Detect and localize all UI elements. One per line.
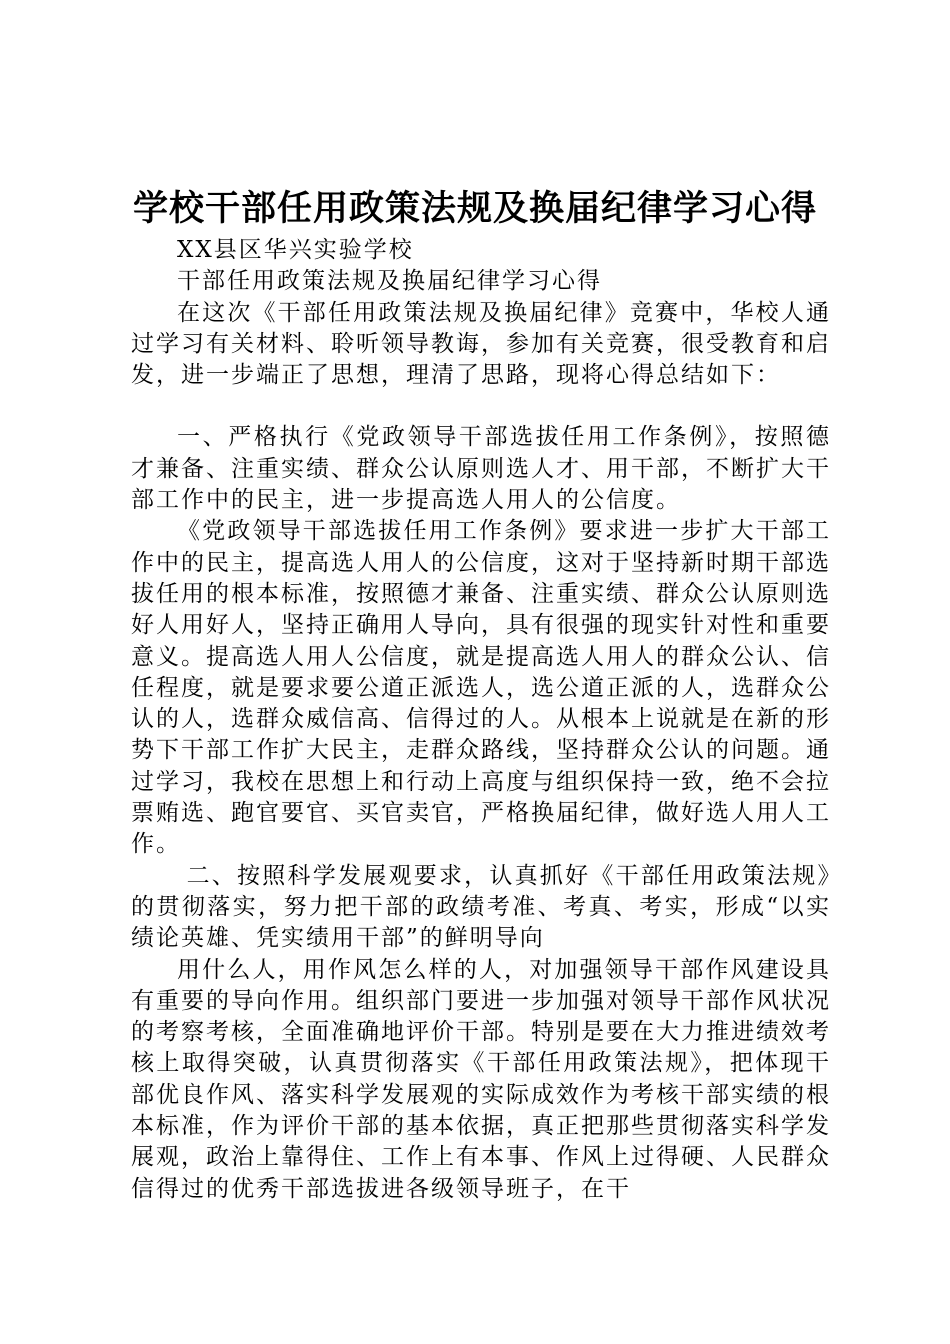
paragraph-section-2-heading: 二、按照科学发展观要求，认真抓好《干部任用政策法规》的贯彻落实，努力把干部的政绩考准、考真、考实，形成“以实绩论英雄、凭实绩用干部”的鲜明导向: [131, 862, 832, 952]
paragraph-intro: 在这次《干部任用政策法规及换届纪律》竞赛中，华校人通过学习有关材料、聆听领导教诲，参加有关竞赛，很受教育和启发，进一步端正了思想，理清了思路，现将心得总结如下：: [131, 299, 831, 389]
paragraph-section-2-body: 用什么人，用作风怎么样的人，对加强领导干部作风建设具有重要的导向作用。组织部门要进一步加强对领导干部作风状况的考察考核，全面准确地评价干部。特别是要在大力推进绩效考核上取得突破，认真贯彻落实《干部任用政策法规》，把体现干部优良作风、落实科学发展观的实际成效作为考核干部实绩的根本标准，作为评价干部的基本依据，真正把那些贯彻落实科学发展观，政治上靠得住、工作上有本事、作风上过得硬、人民群众信得过的优秀干部选拔进各级领导班子，在干: [131, 956, 831, 1202]
document-title: 学校干部任用政策法规及换届纪律学习心得: [132, 188, 817, 229]
subtitle: 干部任用政策法规及换届纪律学习心得: [177, 268, 602, 295]
paragraph-section-1-body: 《党政领导干部选拔任用工作条例》要求进一步扩大干部工作中的民主，提高选人用人的公信度，这对于坚持新时期干部选拔任用的根本标准，按照德才兼备、注重实绩、群众公认原则选好人用好人，坚持正确用人导向，具有很强的现实针对性和重要意义。提高选人用人公信度，就是提高选人用人的群众公认、信任程度，就是要求要公道正派选人，选公道正派的人，选群众公认的人，选群众威信高、信得过的人。从根本上说就是在新的形势下干部工作扩大民主，走群众路线，坚持群众公认的问题。通过学习，我校在思想上和行动上高度与组织保持一致，绝不会拉票贿选、跑官要官、买官卖官，严格换届纪律，做好选人用人工作。: [131, 518, 831, 858]
school-name: XX县区华兴实验学校: [177, 237, 414, 263]
document-body: [131, 235, 831, 1205]
paragraph-section-1-heading: 一、严格执行《党政领导干部选拔任用工作条例》，按照德才兼备、注重实绩、群众公认原则选人才、用干部，不断扩大干部工作中的民主，进一步提高选人用人的公信度。: [131, 424, 831, 514]
